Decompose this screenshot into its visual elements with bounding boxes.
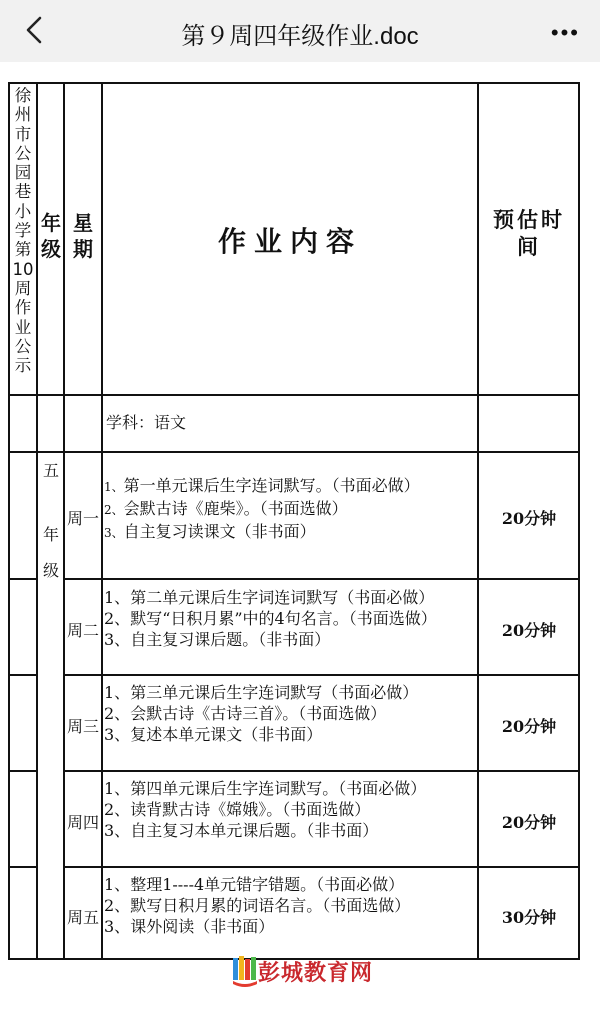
grade-char: 五: [42, 461, 59, 480]
list-item: 2、会默古诗《古诗三首》。（书面选做）: [104, 704, 387, 723]
time-column-header: 预估时间: [493, 208, 565, 259]
list-item: 3、自主复习本单元课后题。（非书面）: [104, 821, 379, 840]
estimated-time: 20分钟: [501, 509, 557, 528]
list-item: 1、第四单元课后生字连词默写。（书面必做）: [104, 779, 427, 798]
weekday-label: 周五: [66, 908, 99, 927]
more-options-button[interactable]: •••: [550, 20, 580, 45]
weekday-label: 周四: [66, 813, 99, 832]
list-item: 2、会默古诗《鹿柴》。（书面选做）: [104, 499, 348, 518]
estimated-time: 30分钟: [501, 908, 557, 927]
list-item: 2、默写日积月累的词语名言。（书面选做）: [104, 896, 411, 915]
estimated-time: 20分钟: [501, 717, 557, 736]
top-bar: [0, 0, 600, 63]
content-column-header: 作业内容: [217, 225, 362, 258]
document-title: 第９周四年级作业.doc: [181, 23, 419, 50]
document-page: [0, 62, 600, 1016]
chevron-left-icon: [18, 13, 52, 47]
grade-char: 年: [42, 525, 59, 544]
list-item: 1、整理1----4单元错字错题。（书面必做）: [104, 875, 405, 894]
list-item: 3、复述本单元课文（非书面）: [104, 725, 323, 744]
grade-char: 级: [42, 561, 59, 580]
school-notice-vertical-label: 徐州市公园巷小学第10周作业公示: [12, 86, 34, 376]
homework-list: [104, 587, 437, 650]
watermark: [232, 950, 382, 990]
estimated-time: 20分钟: [501, 813, 557, 832]
list-item: 1、第二单元课后生字词连词默写（书面必做）: [104, 588, 435, 607]
homework-list: [104, 778, 426, 841]
list-item: 2、读背默古诗《嫦娥》。（书面选做）: [104, 800, 371, 819]
weekday-label: 周二: [66, 621, 99, 640]
list-item: 1、第一单元课后生字连词默写。（书面必做）: [104, 476, 420, 495]
colored-books-logo-icon: [232, 954, 258, 988]
homework-list: [104, 874, 410, 937]
list-item: 2、默写“日积月累”中的4句名言。（书面选做）: [104, 609, 437, 628]
homework-list: [104, 682, 418, 745]
weekday-column-header: 星期: [73, 211, 93, 261]
list-item: 3、自主复习课后题。（非书面）: [104, 630, 331, 649]
subject-label: 学科：语文: [106, 413, 187, 432]
list-item: 1、第三单元课后生字连词默写（书面必做）: [104, 683, 419, 702]
estimated-time: 20分钟: [501, 621, 557, 640]
weekday-label: 周一: [66, 509, 99, 528]
list-item: 3、自主复习读课文（非书面）: [104, 522, 316, 541]
list-item: 3、课外阅读（非书面）: [104, 917, 275, 936]
homework-list: [104, 475, 420, 544]
weekday-label: 周三: [66, 717, 99, 736]
watermark-text: 彭城教育网: [258, 961, 374, 986]
back-button[interactable]: [18, 13, 52, 47]
grade-column-header: 年级: [41, 211, 61, 261]
